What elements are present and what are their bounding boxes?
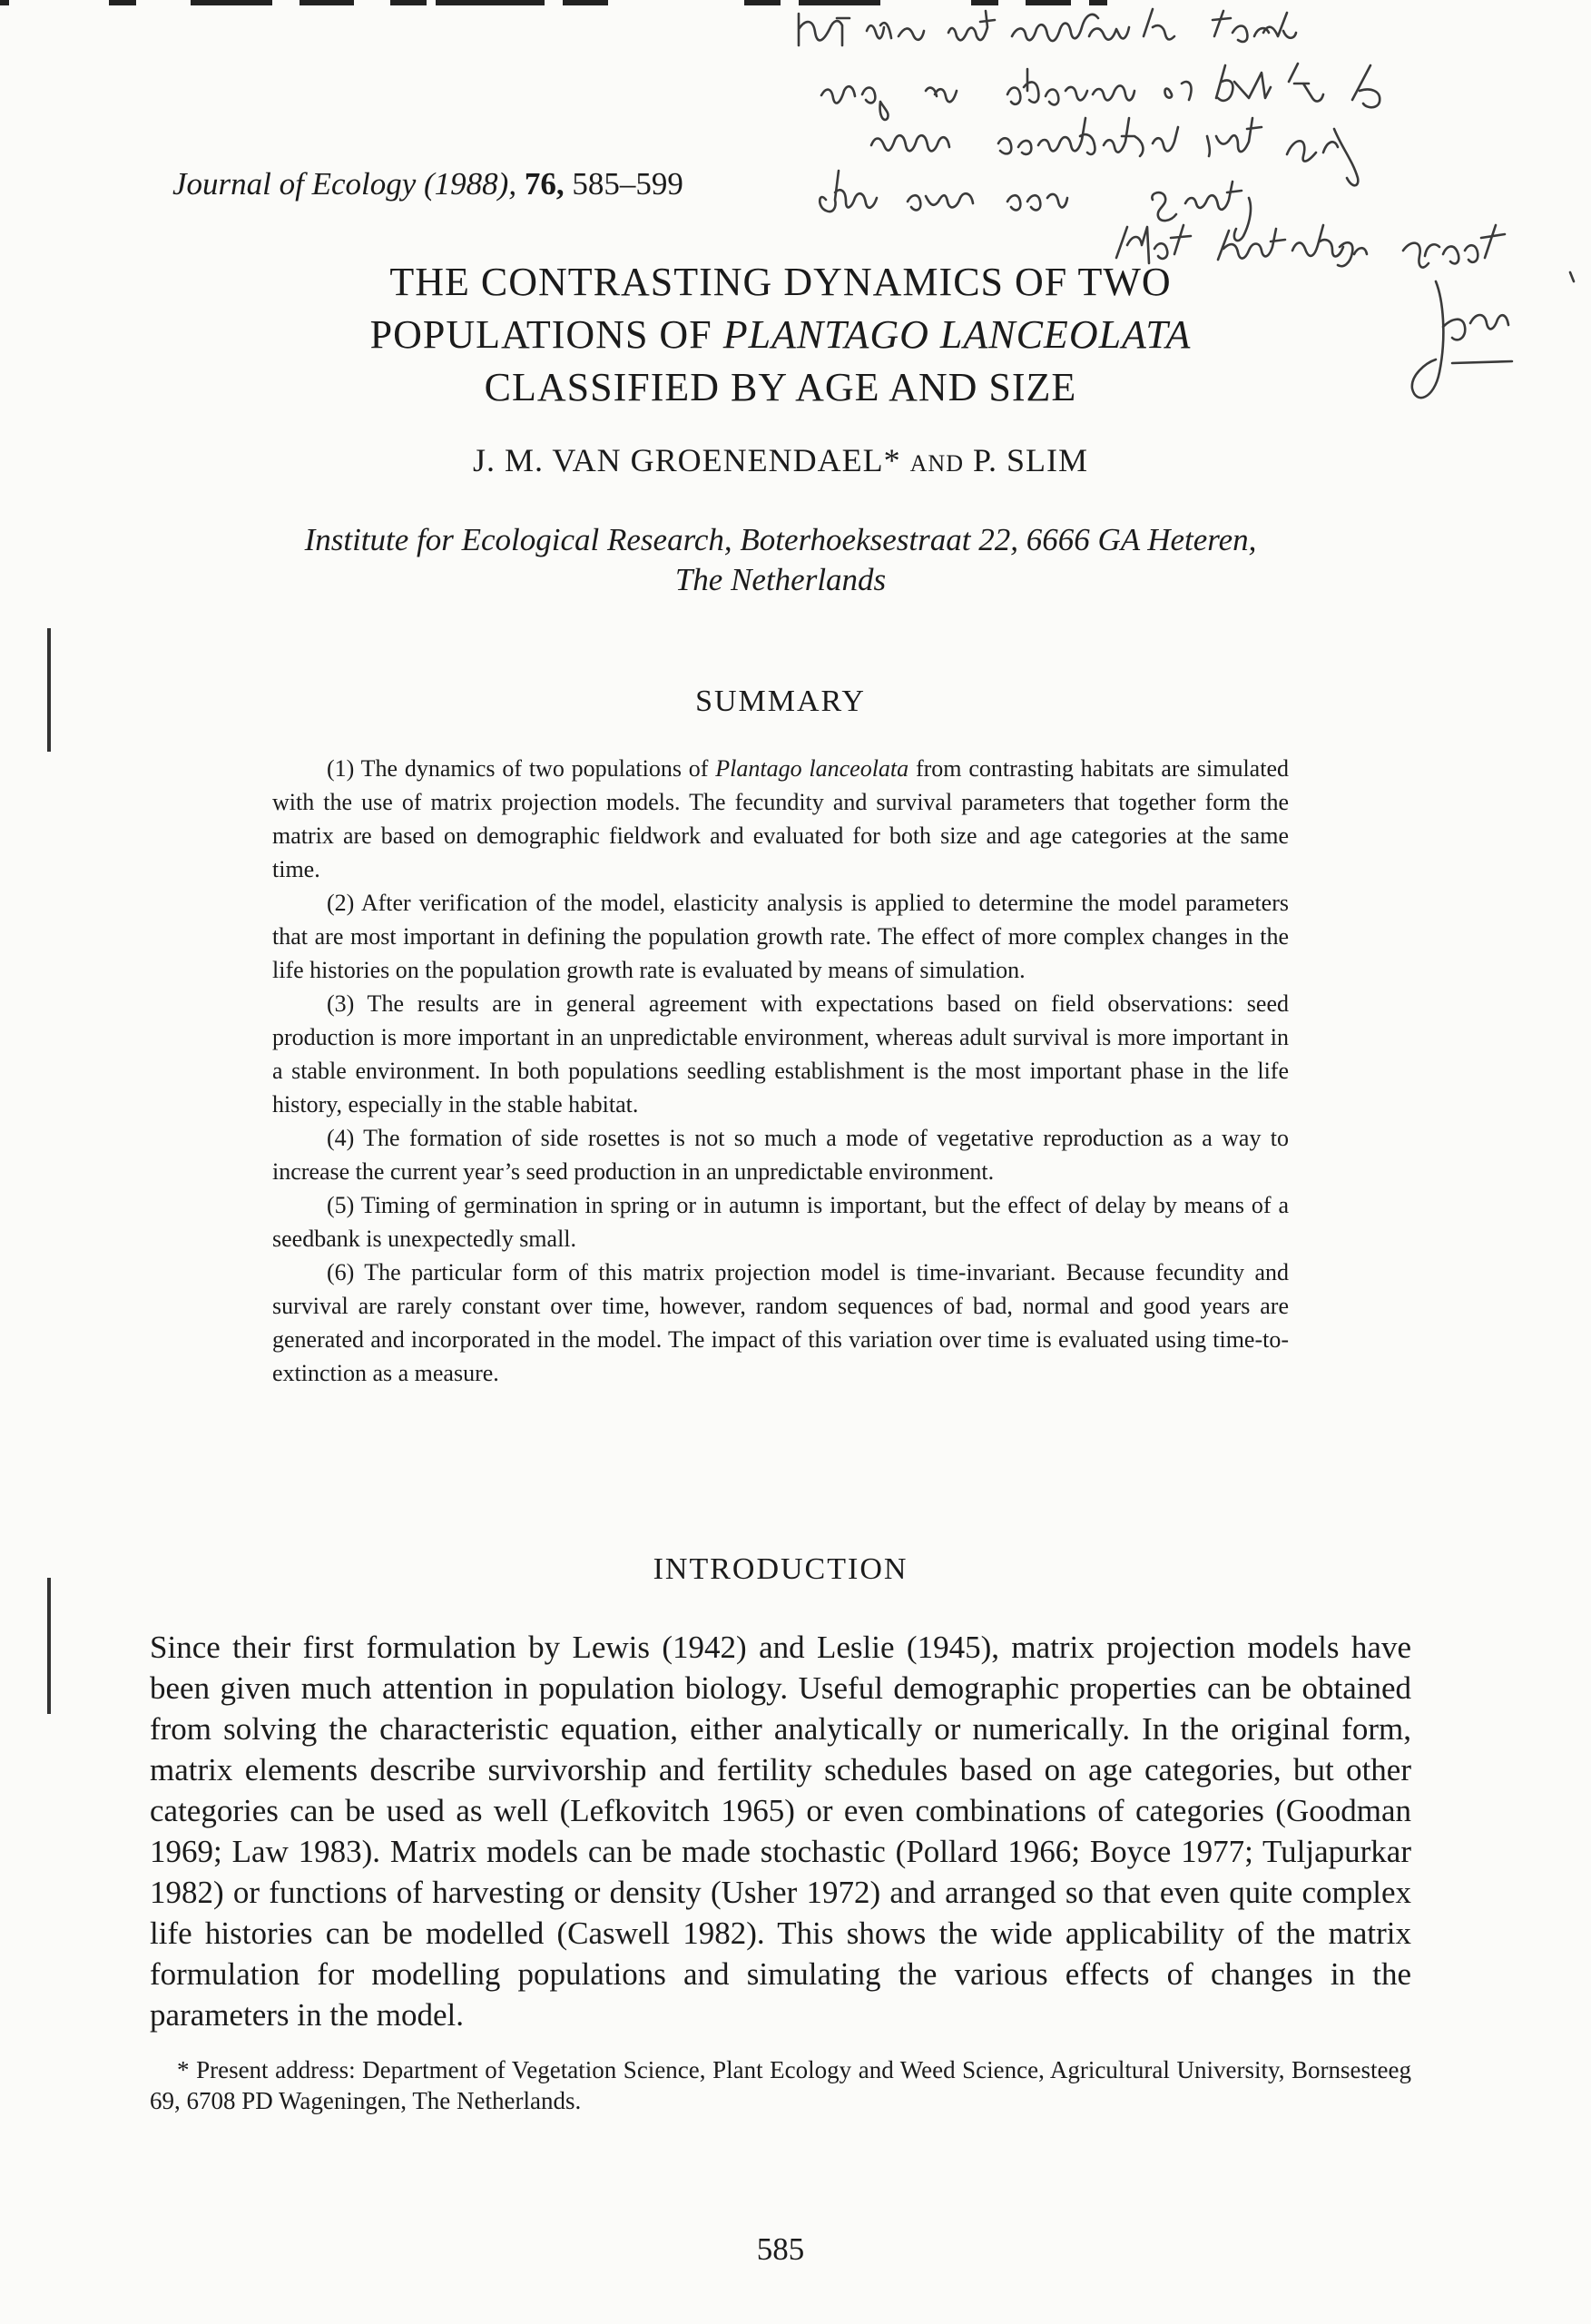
title-line-1: THE CONTRASTING DYNAMICS OF TWO	[389, 260, 1172, 304]
margin-mark	[47, 628, 51, 752]
summary-paragraph: (6) The particular form of this matrix projection model is time-invariant. Because fecundity and survival are rarely constant over time, however, random sequences of bad, normal and good years are generated and incorporated in the model. The impact of this variation over time is evaluated using time-to-extinction as a measure.	[272, 1259, 1289, 1386]
summary-p1-start: (1) The dynamics of two populations of	[327, 755, 716, 782]
journal-pages: 585–599	[572, 166, 683, 202]
affiliation-line-2: The Netherlands	[674, 562, 887, 597]
title-line-3: CLASSIFIED BY AGE AND SIZE	[484, 365, 1077, 409]
affiliation	[182, 520, 1380, 600]
title-species-name: PLANTAGO LANCEOLATA	[722, 312, 1192, 357]
author-2: P. SLIM	[972, 442, 1089, 478]
summary-paragraph: (5) Timing of germination in spring or in autumn is important, but the effect of delay by means of a seedbank is unexpectedly small.	[272, 1192, 1289, 1252]
affiliation-line-1: Institute for Ecological Research, Boterhoeksestraat 22, 6666 GA Heteren,	[304, 522, 1257, 557]
summary-body	[272, 752, 1289, 1390]
journal-name: Journal of Ecology	[172, 166, 417, 202]
title-line-2	[227, 309, 1334, 361]
footnote	[150, 2054, 1411, 2116]
journal-volume: 76,	[524, 166, 565, 202]
summary-paragraph: (3) The results are in general agreement with expectations based on field observations: seed production is more important in an unpredictable environment, whereas adult survival is more important in a stable environment. In both populations seedling establishment is the most important phase in the life history, especially in the stable habitat.	[272, 990, 1289, 1118]
footnote-text: * Present address: Department of Vegetation Science, Plant Ecology and Weed Science, Agricultural University, Bornsesteeg 69, 6708 PD Wageningen, The Netherlands.	[150, 2056, 1411, 2114]
introduction-heading: INTRODUCTION	[653, 1552, 908, 1586]
page-number: 585	[756, 2231, 805, 2267]
summary-paragraph	[272, 752, 1289, 886]
article-title	[227, 256, 1334, 414]
summary-species-name: Plantago lanceolata	[715, 755, 909, 782]
summary-paragraph: (2) After verification of the model, elasticity analysis is applied to determine the model parameters that are most important in defining the population growth rate. The effect of more complex changes in the life histories on the population growth rate is evaluated by means of simulation.	[272, 890, 1289, 983]
author-conjunction: AND	[909, 450, 964, 477]
journal-citation	[172, 166, 683, 202]
author-1: J. M. VAN GROENENDAEL*	[472, 442, 901, 478]
summary-paragraph: (4) The formation of side rosettes is not so much a mode of vegetative reproduction as a way to increase the current year’s seed production in an unpredictable environment.	[272, 1125, 1289, 1185]
introduction-paragraph: Since their first formulation by Lewis (1942) and Leslie (1945), matrix projection models have been given much attention in population biology. Useful demographic properties can be obtained from solving the characteristic equation, either analytically or numerically. In the original form, matrix elements describe survivorship and fertility schedules based on age categories, but other categories can be used as well (Lefkovitch 1965) or even combinations of categories (Goodman 1969; Law 1983). Matrix models can be made stochastic (Pollard 1966; Boyce 1977; Tuljapurkar 1982) or functions of harvesting or density (Usher 1972) and arranged so that even quite complex life histories can be modelled (Caswell 1982). This shows the wide applicability of the matrix formulation for modelling populations and simulating the various effects of changes in the parameters in the model.	[150, 1630, 1411, 2033]
margin-mark	[47, 1578, 51, 1714]
summary-heading: SUMMARY	[695, 684, 866, 718]
author-line	[227, 441, 1334, 479]
title-line-2-roman: POPULATIONS OF	[369, 312, 723, 357]
introduction-body	[150, 1627, 1411, 2035]
summary-p1-end: from contrasting habitats are simulated with the use of matrix projection models. The fecundity and survival parameters that together form the matrix are based on demographic fieldwork and evaluated for both size and age categories at the same time.	[272, 755, 1289, 882]
journal-year: (1988),	[424, 166, 517, 202]
